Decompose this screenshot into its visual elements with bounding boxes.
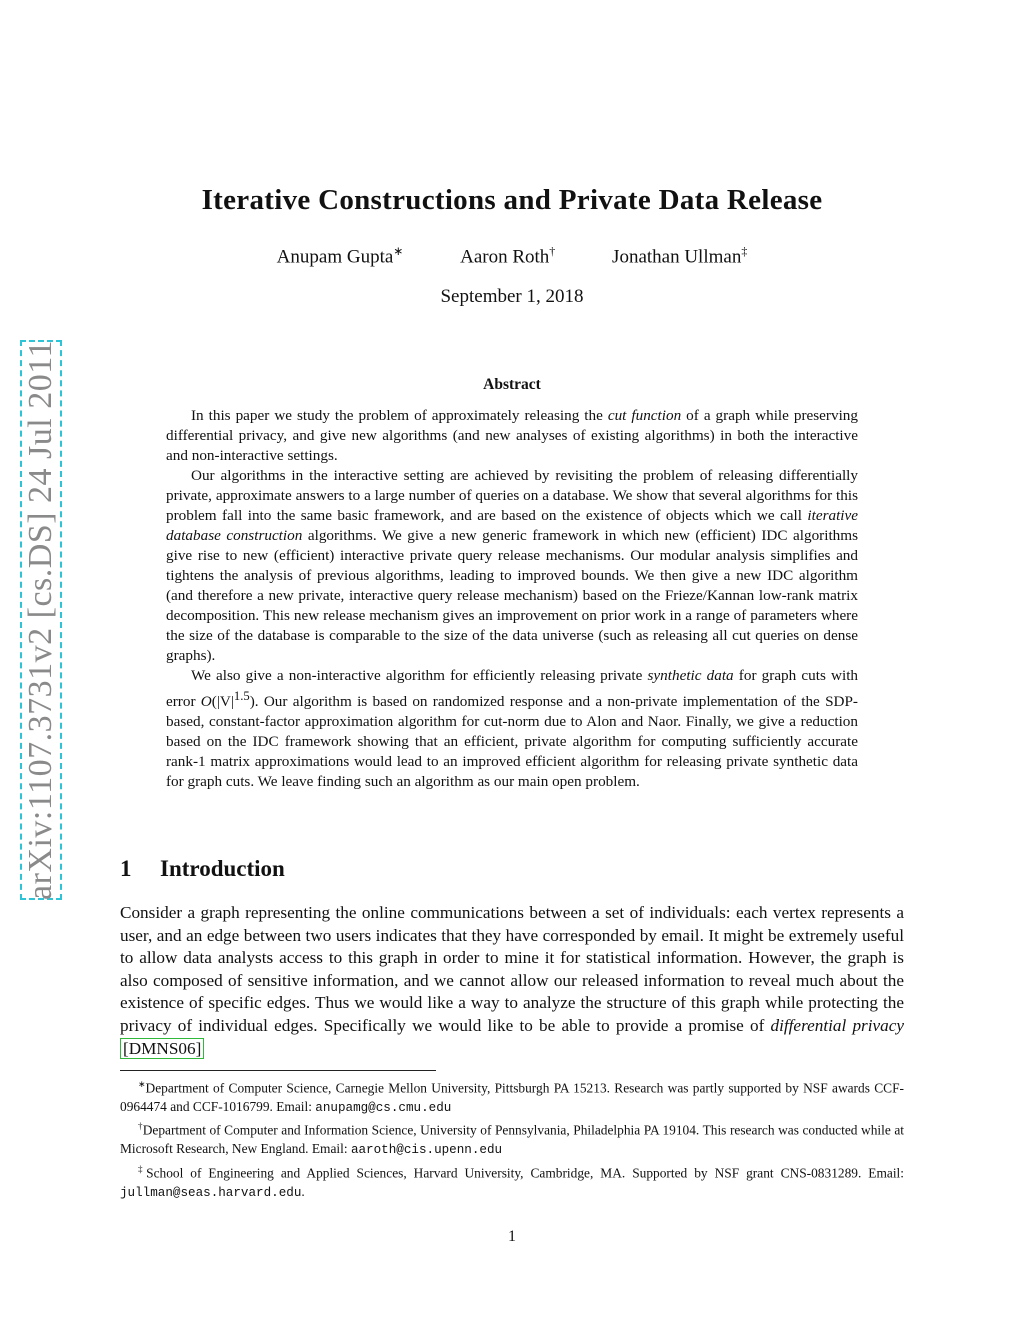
paper-date: September 1, 2018 (440, 286, 584, 307)
author-ullman (612, 244, 747, 268)
citation-link[interactable]: [DMNS06] (120, 1038, 204, 1059)
author-roth (460, 244, 555, 268)
intro-body (120, 902, 904, 1060)
section-title: Introduction (160, 856, 285, 881)
footnote-text: School of Engineering and Applied Sciences, Harvard University, Cambridge, MA. Supported by NSF grant CNS-0831289. Email: (146, 1165, 904, 1181)
abstract-text: of a graph while preserving differential privacy, and give new algorithms (and new analyses of existing algorithms) in both the interactive and non-interactive settings. (166, 407, 858, 464)
intro-paragraph (120, 902, 904, 1060)
intro-emphasis: differential privacy (770, 1015, 904, 1035)
arxiv-stamp[interactable] (20, 340, 62, 900)
footnote-mark: ‡ (138, 1163, 147, 1174)
footnote (120, 1160, 904, 1202)
section-heading (120, 856, 285, 882)
abstract-text: We also give a non-interactive algorithm for efficiently releasing private (191, 667, 648, 684)
author-name: Aaron Roth (460, 246, 550, 268)
author-name: Anupam Gupta (276, 246, 394, 268)
abstract-text: In this paper we study the problem of approximately releasing the (191, 407, 608, 424)
author-list (0, 244, 1024, 268)
footnote-email[interactable]: aaroth@cis.upenn.edu (350, 1143, 503, 1158)
abstract-body (166, 406, 858, 792)
footnote (120, 1117, 904, 1159)
footnotes (120, 1075, 904, 1202)
math-expression (200, 689, 255, 711)
abstract-text: . Our algorithm is based on randomized response and a non-private implementation of the SDP-based, constant-factor approximation algorithm for cut-norm due to Alon and Naor. Finally, we give a reduction based on the IDC framework showing that an efficient, private algorithm for computing sufficiently accurate rank-1 matrix approximations would lead to an improved efficient algorithm for releasing private synthetic data for graph cuts. We leave finding such an algorithm as our main open problem. (166, 693, 858, 791)
math-symbol: (|V| (211, 693, 234, 711)
math-symbol: O (200, 693, 212, 711)
abstract-emphasis: cut function (607, 407, 682, 424)
abstract-text: algorithms. We give a new generic framework in which new (efficient) IDC algorithms give rise to new (efficient) interactive private query release mechanisms. Our modular analysis simplifies and tightens the analysis of previous algorithms, leading to improved bounds. We then give a new IDC algorithm (and therefore a new private, interactive query release mechanism) based on the Frieze/Kannan low-rank matrix decomposition. This new release mechanism gives an improvement on prior work in a range of parameters where the size of the database is comparable to the size of the data universe (such as releasing all cut queries on dense graphs). (166, 527, 858, 664)
intro-text: Consider a graph representing the online communications between a set of individuals: each vertex represents a user, and an edge between two users indicates that they have corresponded by email. It might be extremely useful to allow data analysts access to this graph in order to mine it for statistical information. However, the graph is also composed of sensitive information, and we cannot allow our released information to reveal much about the existence of specific edges. Thus we would like a way to analyze the structure of this graph while protecting the privacy of individual edges. Specifically we would like to be able to provide a promise of (120, 903, 904, 1035)
author-footnote-mark[interactable]: † (549, 244, 556, 258)
math-exponent: 1.5 (233, 689, 250, 703)
footnote-email[interactable]: jullman@seas.harvard.edu (120, 1185, 302, 1200)
author-gupta (277, 244, 404, 268)
paper-title: Iterative Constructions and Private Data Release (201, 184, 823, 216)
abstract-emphasis: iterative database construction (166, 507, 858, 544)
footnote (120, 1075, 904, 1117)
footnote-end: . (301, 1183, 305, 1199)
page-number: 1 (508, 1228, 516, 1245)
math-symbol: ) (249, 693, 255, 711)
author-footnote-mark[interactable]: ∗ (393, 244, 404, 258)
abstract-text: Our algorithms in the interactive setting are achieved by revisiting the problem of releasing differentially private, approximate answers to a large number of queries on a database. We show that several algorithms for this problem fall into the same basic framework, and are based on the existence of objects which we call (166, 467, 858, 524)
footnote-mark: † (138, 1121, 143, 1132)
footnote-text: Department of Computer Science, Carnegie Mellon University, Pittsburgh PA 15213. Research was partly supported by NSF awards CCF-0964474 and CCF-1016799. Email: (120, 1080, 904, 1114)
abstract-heading: Abstract (483, 376, 541, 393)
footnote-text: Department of Computer and Information Science, University of Pennsylvania, Philadelphia PA 19104. This research was conducted while at Microsoft Research, New England. Email: (120, 1122, 904, 1157)
footnote-rule (120, 1070, 436, 1071)
abstract-emphasis: synthetic data (647, 667, 734, 684)
abstract-text: for graph cuts with error (166, 667, 859, 711)
footnote-email[interactable]: anupamg@cs.cmu.edu (315, 1100, 452, 1115)
section-number: 1 (120, 856, 132, 881)
footnote-mark: ∗ (138, 1079, 146, 1089)
arxiv-stamp-text[interactable]: arXiv:1107.3731v2 [cs.DS] 24 Jul 2011 (22, 340, 60, 900)
abstract-paragraph (166, 466, 858, 666)
abstract-paragraph (166, 406, 858, 466)
abstract-paragraph (166, 666, 858, 792)
author-footnote-mark[interactable]: ‡ (741, 244, 748, 258)
author-name: Jonathan Ullman (612, 246, 742, 268)
